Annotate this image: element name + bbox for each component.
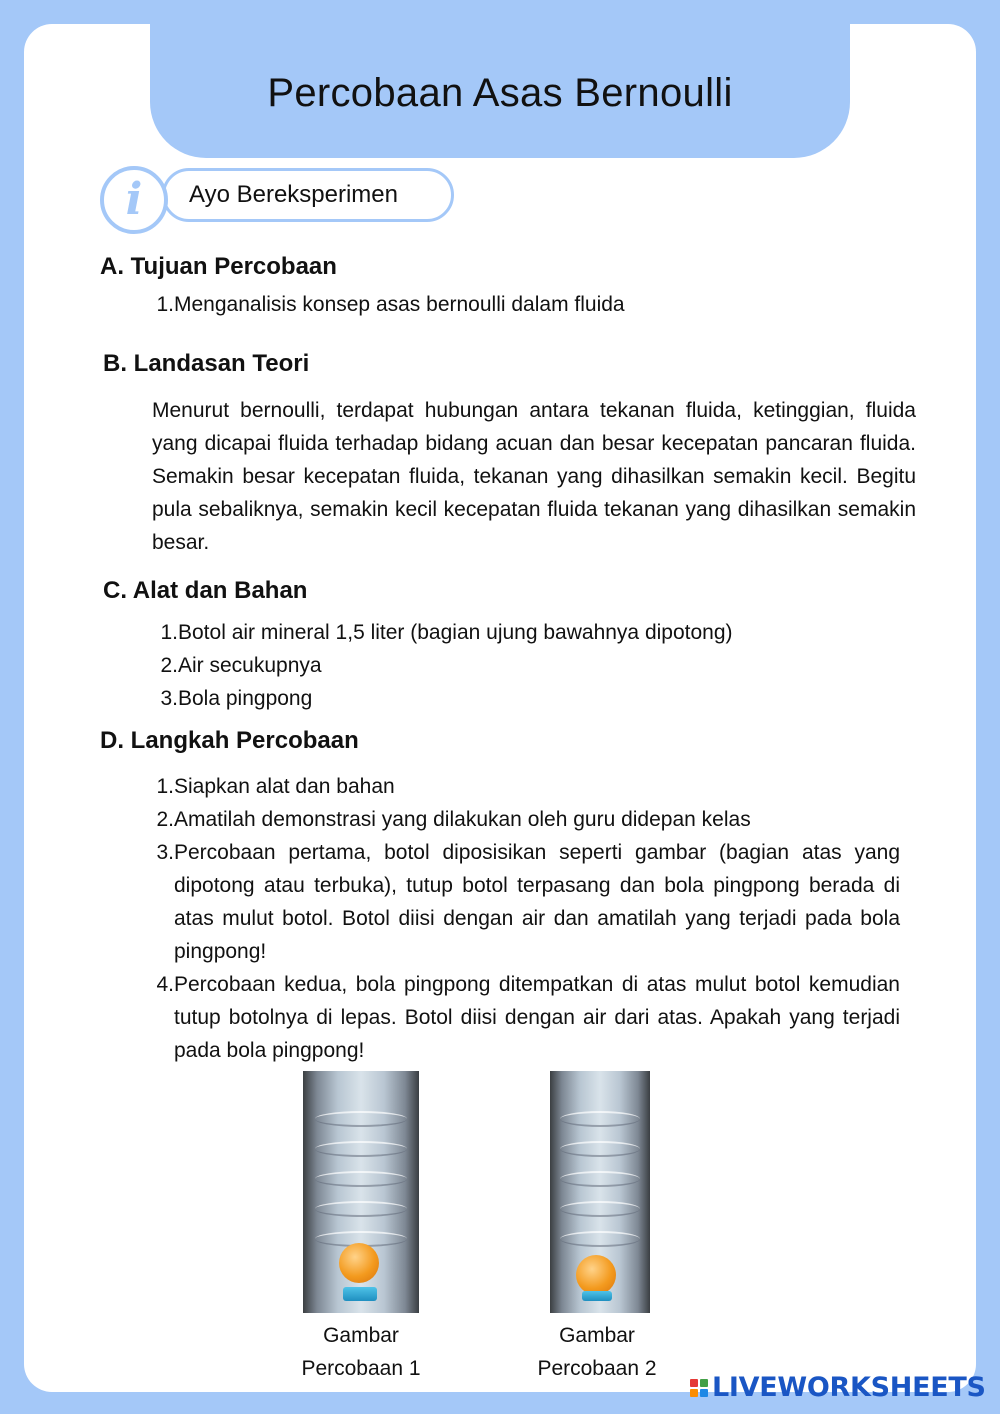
pingpong-ball (576, 1255, 616, 1295)
list-item: 1. Botol air mineral 1,5 liter (bagian ujung bawahnya dipotong) (160, 621, 733, 644)
section-badge-label: Ayo Bereksperimen (189, 181, 398, 208)
heading-tujuan-percobaan: A. Tujuan Percobaan (100, 253, 337, 280)
pingpong-ball (339, 1243, 379, 1283)
title-banner (150, 24, 850, 158)
list-item: 4. Percobaan kedua, bola pingpong ditempatkan di atas mulut botol kemudian tutup botolnya di lepas. Botol diisi dengan air dari atas. Apakah yang terjadi pada bola pingpong! (156, 973, 900, 1062)
figure-caption-1: Gambar Percobaan 1 (301, 1324, 421, 1380)
list-item: 2. Air secukupnya (160, 654, 322, 677)
bottle-photo-1 (303, 1071, 419, 1313)
list-item: 1. Siapkan alat dan bahan (156, 775, 395, 798)
list-item: 3. Percobaan pertama, botol diposisikan seperti gambar (bagian atas yang dipotong atau terbuka), tutup botol terpasang dan bola pingpong berada di atas mulut botol. Botol diisi dengan air dan amatilah yang terjadi pada bola pingpong! (156, 841, 900, 963)
list-item: 3. Bola pingpong (160, 687, 313, 710)
heading-landasan-teori: B. Landasan Teori (103, 350, 310, 377)
langkah-list (150, 770, 900, 1067)
list-item: 1. Menganalisis konsep asas bernoulli dalam fluida (156, 293, 625, 316)
liveworksheets-logo-icon (690, 1379, 708, 1397)
alat-bahan-list (154, 616, 874, 715)
heading-langkah-percobaan: D. Langkah Percobaan (100, 727, 359, 754)
bottle-mouth (582, 1291, 612, 1301)
bottle-photo-2 (550, 1071, 650, 1313)
list-item: 2. Amatilah demonstrasi yang dilakukan oleh guru didepan kelas (156, 808, 751, 831)
liveworksheets-watermark[interactable]: LIVEWORKSHEETS (690, 1372, 986, 1403)
landasan-teori-paragraph: Menurut bernoulli, terdapat hubungan antara tekanan fluida, ketinggian, fluida yang dicapai fluida terhadap bidang acuan dan besar kecepatan pancaran fluida. Semakin besar kecepatan fluida, tekanan yang dihasilkan semakin kecil. Begitu pula sebaliknya, semakin kecil kecepatan fluida tekanan yang dihasilkan semakin besar. (152, 399, 916, 554)
bottle-cap (343, 1287, 377, 1301)
tujuan-list (150, 288, 850, 321)
heading-alat-dan-bahan: C. Alat dan Bahan (103, 577, 308, 604)
figure-caption-2: Gambar Percobaan 2 (537, 1324, 657, 1380)
info-icon: i (100, 166, 168, 234)
section-badge (162, 168, 454, 222)
page-title: Percobaan Asas Bernoulli (267, 70, 733, 115)
